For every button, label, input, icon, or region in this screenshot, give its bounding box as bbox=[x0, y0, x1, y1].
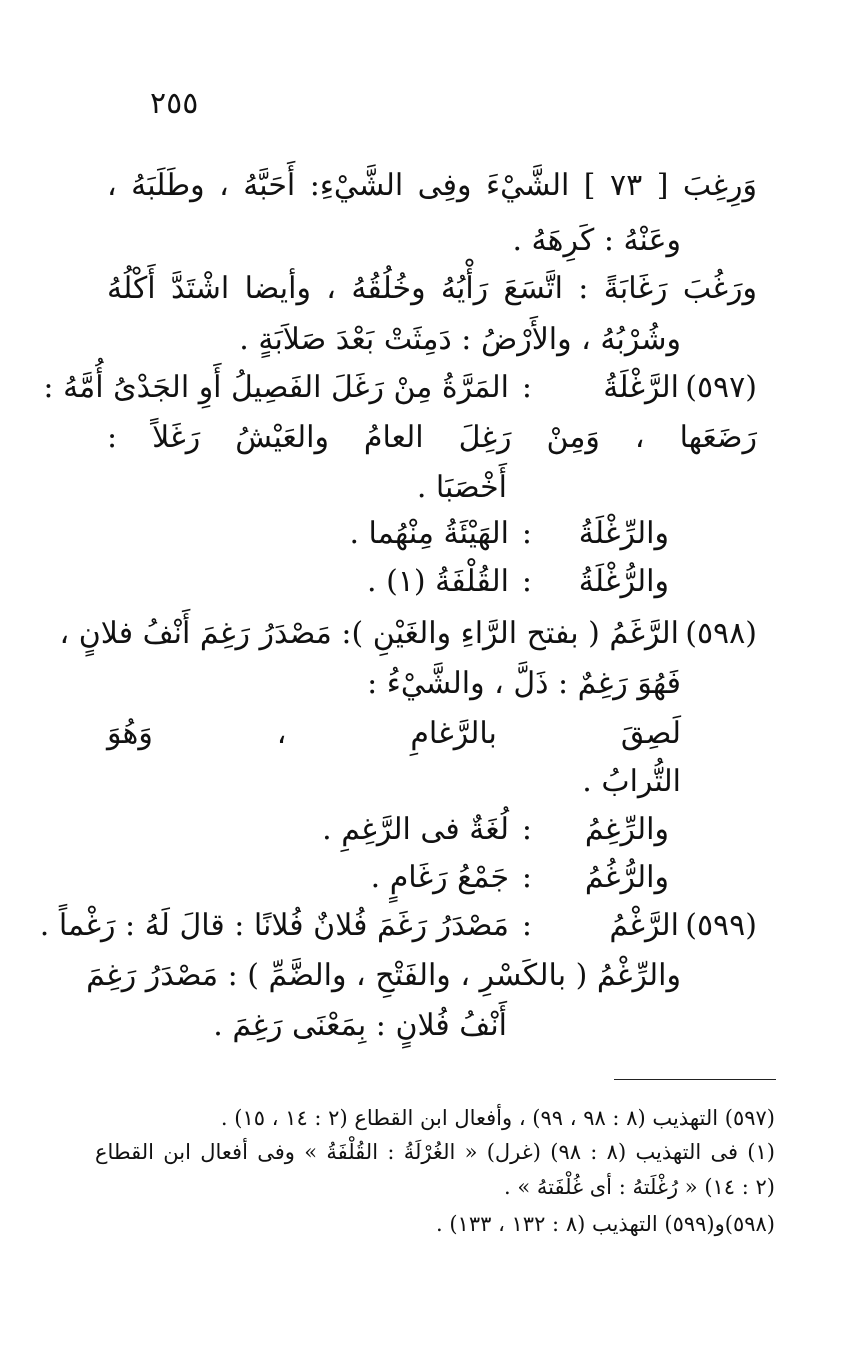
footnote: (٥٩٧) التهذيب (٨ : ٩٨ ، ٩٩) ، وأفعال ابن القطاع (٢ : ١٤ ، ١٥) . bbox=[220, 1106, 775, 1130]
entry-definition: مَصْدَرُ رَغَمَ فُلانٌ فُلانًا : قالَ لَهُ : رَغْماً . bbox=[39, 908, 509, 943]
separator: : bbox=[521, 908, 532, 943]
sub-entry bbox=[107, 560, 757, 604]
sub-entry bbox=[107, 808, 757, 852]
entry-number: (٥٩٨) bbox=[685, 616, 757, 651]
text-line: ورَغُبَ رَغَابَةً : اتَّسَعَ رَأْيُهُ وخُلُقُهُ ، وأيضا اشْتَدَّ أَكْلُهُ bbox=[107, 271, 757, 306]
footnote: (٥٩٨)و(٥٩٩) التهذيب (٨ : ١٣٢ ، ١٣٣) . bbox=[436, 1212, 775, 1236]
entry-headword: الرَّغْمُ bbox=[609, 908, 679, 943]
text-line: لَصِقَ بالرَّغامِ ، وَهُوَ bbox=[107, 716, 681, 751]
entry-598 bbox=[59, 612, 757, 656]
footnote: (٢ : ١٤) « رُغْلَتهُ : أى غُلْفَتهُ » . bbox=[504, 1175, 775, 1199]
entry-number: (٥٩٧) bbox=[685, 370, 757, 405]
sub-definition: لُغَةٌ فى الرَّغِمِ . bbox=[322, 812, 509, 847]
separator: : bbox=[521, 860, 532, 895]
text-line: وَرِغِبَ [ ٧٣ ] الشَّيْءَ وفِى الشَّيْءِ: أَحَبَّهُ ، وطَلَبَهُ ، bbox=[107, 168, 757, 203]
text-line: أَنْفُ فُلانٍ : بِمَعْنَى رَغِمَ . bbox=[213, 1008, 507, 1043]
sub-definition: الهَيْئَةُ مِنْهُما . bbox=[349, 516, 509, 551]
entry-definition: الرَّغَمُ ( بفتح الرَّاءِ والغَيْنِ ): مَصْدَرُ رَغِمَ أَنْفُ فلانٍ ، bbox=[59, 616, 679, 651]
text-line: والرِّغْمُ ( بالكَسْرِ ، والفَتْحِ ، والضَّمِّ ) : مَصْدَرُ رَغِمَ bbox=[86, 958, 681, 993]
sub-headword: والرُّغُمُ bbox=[584, 860, 669, 895]
text-line: فَهُوَ رَغِمٌ : ذَلَّ ، والشَّيْءُ : bbox=[367, 666, 681, 701]
separator: : bbox=[521, 564, 532, 599]
sub-definition: جَمْعُ رَغَامٍ . bbox=[370, 860, 509, 895]
entry-headword: الرَّغْلَةُ bbox=[603, 370, 679, 405]
entry-definition: المَرَّةُ مِنْ رَغَلَ الفَصِيلُ أَوِ الجَدْىُ أُمَّهُ : bbox=[43, 370, 509, 405]
sub-headword: والرُّغْلَةُ bbox=[578, 564, 669, 599]
text-line: وشُرْبُهُ ، والأَرْضُ : دَمِثَتْ بَعْدَ صَلاَبَةٍ . bbox=[239, 322, 681, 357]
text-line: وعَنْهُ : كَرِهَهُ . bbox=[512, 223, 681, 258]
sub-entry bbox=[107, 512, 757, 556]
footnote-rule bbox=[614, 1079, 776, 1080]
sub-entry bbox=[107, 856, 757, 900]
entry-number: (٥٩٩) bbox=[685, 908, 757, 943]
sub-headword: والرِّغْلَةُ bbox=[578, 516, 669, 551]
footnote: (١) فى التهذيب (٨ : ٩٨) (غرل) « الغُرْلَةُ : القُلْفَةُ » وفى أفعال ابن القطاع bbox=[95, 1140, 775, 1164]
page-number: ٢٥٥ bbox=[150, 86, 199, 121]
sub-definition: القُلْفَةُ (١) . bbox=[367, 564, 509, 599]
text-line: أَخْصَبَا . bbox=[416, 470, 507, 505]
text-line: رَضَعَها ، وَمِنْ رَغِلَ العامُ والعَيْشُ رَغَلاً : bbox=[107, 420, 757, 455]
entry-597 bbox=[43, 366, 757, 410]
entry-599 bbox=[39, 904, 757, 948]
separator: : bbox=[521, 516, 532, 551]
sub-headword: والرِّغِمُ bbox=[584, 812, 669, 847]
separator: : bbox=[521, 370, 532, 405]
separator: : bbox=[521, 812, 532, 847]
text-line: التُّرابُ . bbox=[582, 764, 681, 799]
